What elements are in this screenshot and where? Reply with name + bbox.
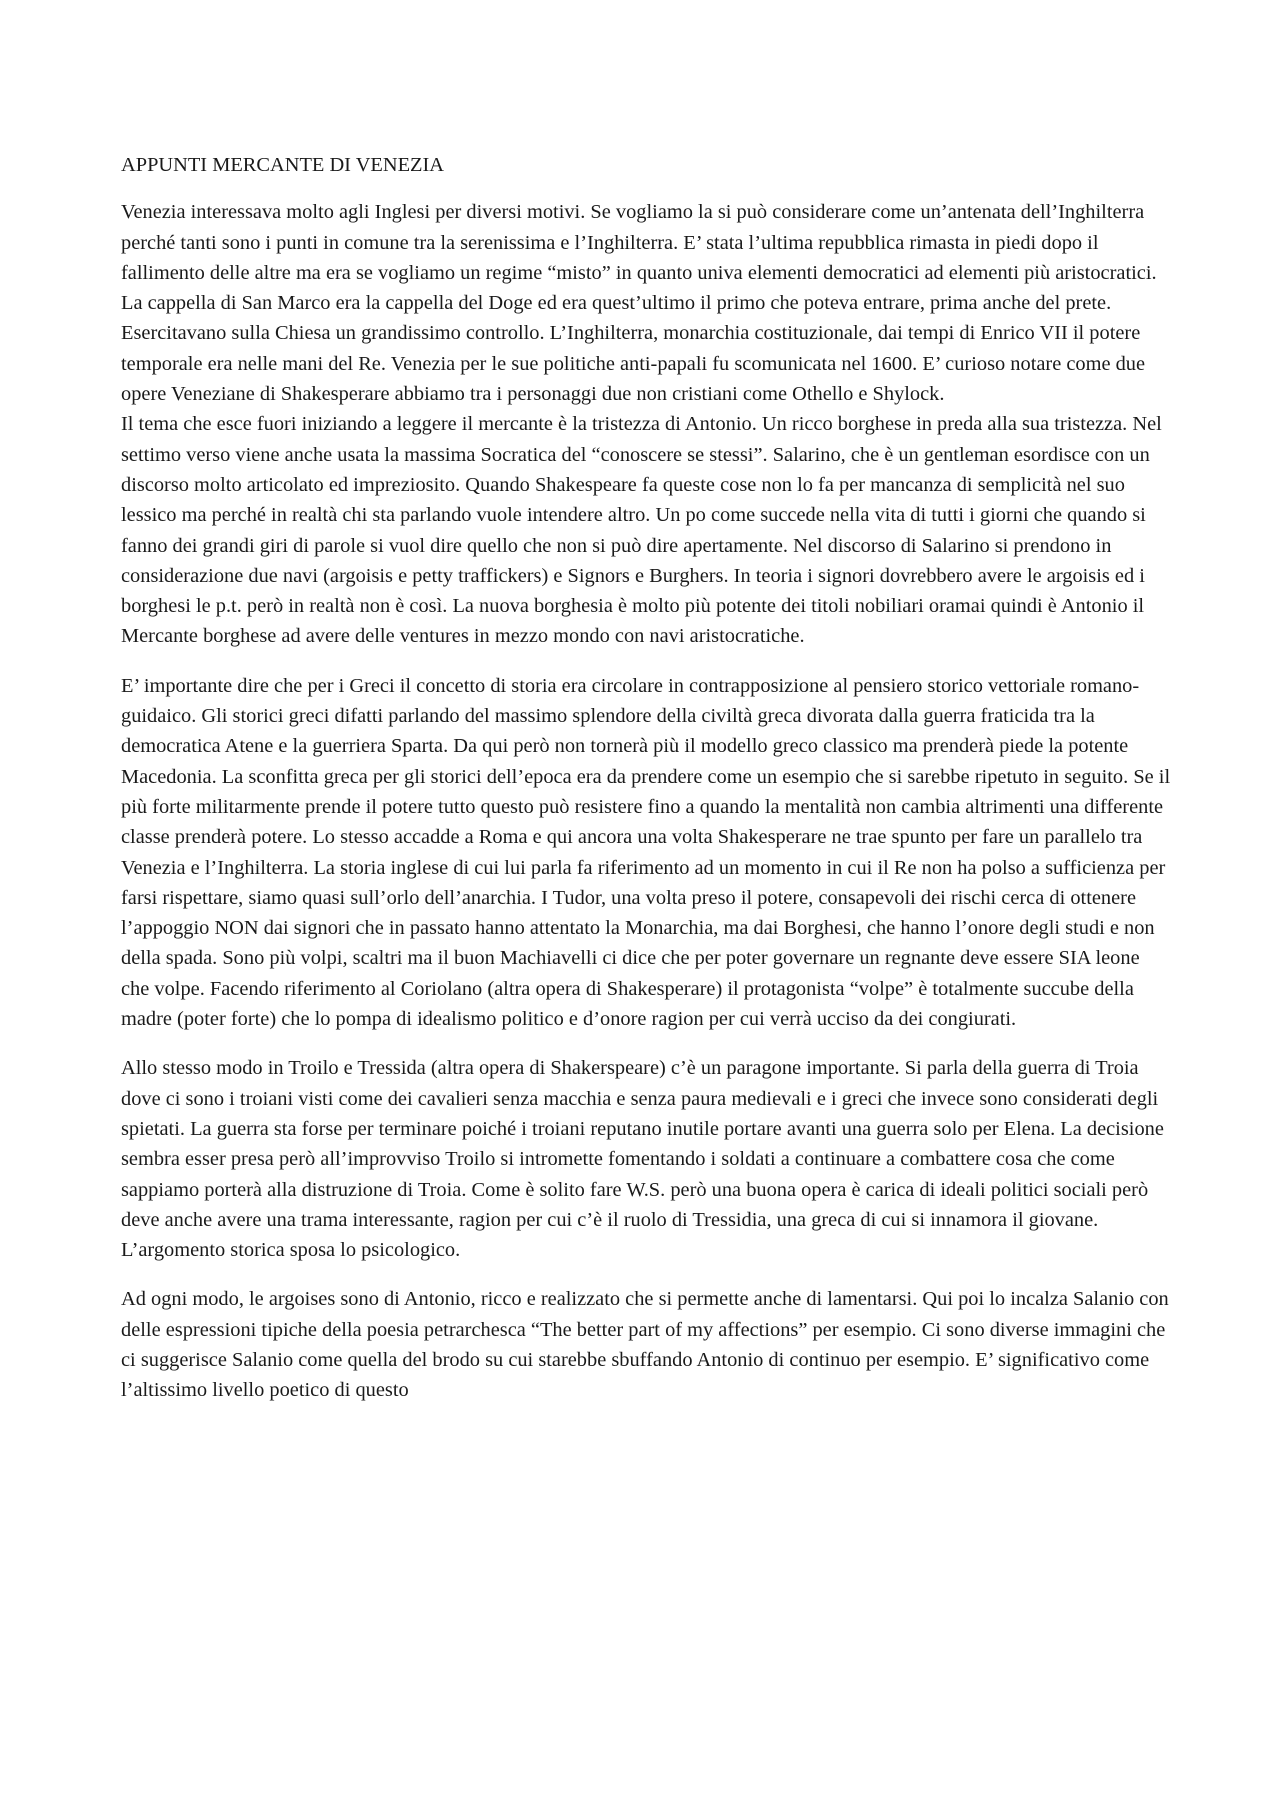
document-page [121, 150, 1171, 1406]
paragraph-tristezza-antonio: Il tema che esce fuori iniziando a leggere il mercante è la tristezza di Antonio. Un ricco borghese in preda alla sua tristezza. Nel settimo verso viene anche usata la massima Socratica del “conoscere se stessi”. Salarino, che è un gentleman esordisce con un discorso molto articolato ed impreziosito. Quando Shakespeare fa queste cose non lo fa per mancanza di semplicità nel suo lessico ma perché in realtà chi sta parlando vuole intendere altro. Un po come succede nella vita di tutti i giorni che quando si fanno dei grandi giri di parole si vuol dire quello che non si può dire apertamente. Nel discorso di Salarino si prendono in considerazione due navi (argoisis e petty traffickers) e Signors e Burghers. In teoria i signori dovrebbero avere le argoisis ed i borghesi le p.t. però in realtà non è così. La nuova borghesia è molto più potente dei titoli nobiliari oramai quindi è Antonio il Mercante borghese ad avere delle ventures in mezzo mondo con navi aristocratiche. [121, 413, 1162, 648]
paragraph-venezia: Venezia interessava molto agli Inglesi per diversi motivi. Se vogliamo la si può considerare come un’antenata dell’Inghilterra perché tanti sono i punti in comune tra la serenissima e l’Inghilterra. E’ stata l’ultima repubblica rimasta in piedi dopo il fallimento delle altre ma era se vogliamo un regime “misto” in quanto univa elementi democratici ad elementi più aristocratici. La cappella di San Marco era la cappella del Doge ed era quest’ultimo il primo che poteva entrare, prima anche del prete. Esercitavano sulla Chiesa un grandissimo controllo. L’Inghilterra, monarchia costituzionale, dai tempi di Enrico VII il potere temporale era nelle mani del Re. Venezia per le sue politiche anti-papali fu scomunicata nel 1600. E’ curioso notare come due opere Veneziane di Shakesperare abbiamo tra i personaggi due non cristiani come Othello e Shylock. [121, 201, 1157, 406]
document-title: APPUNTI MERCANTE DI VENEZIA [121, 154, 445, 176]
paragraph-argoises-antonio: Ad ogni modo, le argoises sono di Antonio, ricco e realizzato che si permette anche di lamentarsi. Qui poi lo incalza Salanio con delle espressioni tipiche della poesia petrarchesca “The better part of my affections” per esempio. Ci sono diverse immagini che ci suggerisce Salanio come quella del brodo su cui starebbe sbuffando Antonio di continuo per esempio. E’ significativo come l’altissimo livello poetico di questo [121, 1288, 1169, 1402]
paragraph-troilo-tressida: Allo stesso modo in Troilo e Tressida (altra opera di Shakerspeare) c’è un paragone importante. Si parla della guerra di Troia dove ci sono i troiani visti come dei cavalieri senza macchia e senza paura medievali e i greci che invece sono considerati degli spietati. La guerra sta forse per terminare poiché i troiani reputano inutile portare avanti una guerra solo per Elena. La decisione sembra esser presa però all’improvviso Troilo si intromette fomentando i soldati a continuare a combattere cosa che come sappiamo porterà alla distruzione di Troia. Come è solito fare W.S. però una buona opera è carica di ideali politici sociali però deve anche avere una trama interessante, ragion per cui c’è il ruolo di Tressidia, una greca di cui si innamora il giovane. L’argomento storica sposa lo psicologico. [121, 1057, 1164, 1262]
paragraph-storia-greca: E’ importante dire che per i Greci il concetto di storia era circolare in contrapposizione al pensiero storico vettoriale romano-guidaico. Gli storici greci difatti parlando del massimo splendore della civiltà greca divorata dalla guerra fraticida tra la democratica Atene e la guerriera Sparta. Da qui però non tornerà più il modello greco classico ma prenderà piede la potente Macedonia. La sconfitta greca per gli storici dell’epoca era da prendere come un esempio che si sarebbe ripetuto in seguito. Se il più forte militarmente prende il potere tutto questo può resistere fino a quando la mentalità non cambia altrimenti una differente classe prenderà potere. Lo stesso accadde a Roma e qui ancora una volta Shakesperare ne trae spunto per fare un parallelo tra Venezia e l’Inghilterra. La storia inglese di cui lui parla fa riferimento ad un momento in cui il Re non ha polso a sufficienza per farsi rispettare, siamo quasi sull’orlo dell’anarchia. I Tudor, una volta preso il potere, consapevoli dei rischi cerca di ottenere l’appoggio NON dai signori che in passato hanno attentato la Monarchia, ma dai Borghesi, che hanno l’onore degli studi e non della spada. Sono più volpi, scaltri ma il buon Machiavelli ci dice che per poter governare un regnante deve essere SIA leone che volpe. Facendo riferimento al Coriolano (altra opera di Shakesperare) il protagonista “volpe” è totalmente succube della madre (poter forte) che lo pompa di idealismo politico e d’onore ragion per cui verrà ucciso da dei congiurati. [121, 674, 1171, 1031]
